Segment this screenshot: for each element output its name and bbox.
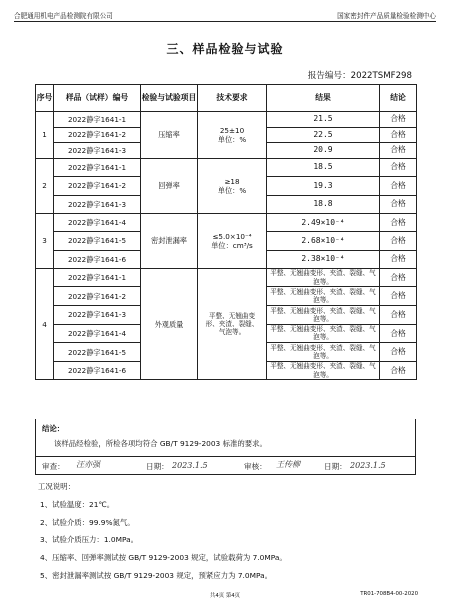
col-header-item: 检验与试验项目 — [141, 85, 198, 112]
header-right: 国家密封件产品质量检验检测中心 — [337, 12, 436, 20]
conclusion: 合格 — [380, 250, 417, 268]
sample-id: 2022静字1641-3 — [54, 195, 141, 214]
checker-label: 审核： — [244, 462, 267, 471]
result: 18.8 — [267, 195, 380, 214]
reviewer-date: 2023.1.5 — [172, 461, 208, 470]
requirement-value: ≤5.0×10⁻⁴ — [212, 231, 252, 241]
sample-id: 2022静字1641-3 — [54, 306, 141, 325]
result: 平整、无翘曲变形、夹渣、裂缝、气泡等。 — [267, 343, 380, 362]
conclusion: 合格 — [380, 343, 417, 362]
result: 22.5 — [267, 127, 380, 143]
requirement — [198, 214, 267, 269]
section-title: 三、样品检验与试验 — [166, 42, 284, 56]
result: 18.5 — [267, 158, 380, 177]
sample-id: 2022静字1641-2 — [54, 127, 141, 143]
result: 19.3 — [267, 177, 380, 196]
table-row — [36, 268, 417, 287]
group-no: 3 — [36, 214, 54, 269]
page-header — [14, 6, 436, 22]
page-number: 共4页 第4页 — [209, 593, 241, 599]
conclusion: 合格 — [380, 143, 417, 159]
requirement — [198, 112, 267, 159]
signature-row — [35, 457, 416, 475]
requirement-value: 25±10 — [219, 125, 245, 135]
reviewer-signature: 汪亦强 — [76, 460, 100, 469]
sample-id: 2022静字1641-6 — [54, 250, 141, 268]
note-item: 2、试验介质：99.9%氮气。 — [40, 517, 135, 527]
conclusion-text: 该样品经检验，所检各项均符合 GB/T 9129-2003 标准的要求。 — [54, 439, 267, 448]
note-item: 1、试验温度：21℃。 — [40, 499, 115, 509]
form-code: TR01-708B4-00-2020 — [360, 591, 418, 597]
conclusion-label: 结论： — [42, 424, 65, 433]
result: 平整、无翘曲变形、夹渣、裂缝、气泡等。 — [267, 306, 380, 325]
conditions-notes — [38, 478, 287, 585]
note-item: 3、试验介质压力：1.0MPa。 — [40, 535, 139, 545]
note-item: 5、密封泄漏率测试按 GB/T 9129-2003 规定，预紧应力为 7.0MPa。 — [40, 570, 273, 580]
requirement-unit: 单位：% — [217, 185, 247, 195]
checker-date: 2023.1.5 — [350, 461, 386, 470]
sample-id: 2022静字1641-5 — [54, 343, 141, 362]
table-row — [36, 214, 417, 232]
sample-id: 2022静字1641-5 — [54, 232, 141, 250]
col-header-sample: 样品（试样）编号 — [54, 85, 141, 112]
table-row — [36, 158, 417, 177]
sample-id: 2022静字1641-1 — [54, 112, 141, 128]
test-item: 回弹率 — [141, 158, 198, 214]
conclusion: 合格 — [380, 232, 417, 250]
result: 2.38×10⁻⁴ — [267, 250, 380, 268]
report-number: 报告编号：2022TSMF298 — [307, 71, 412, 81]
notes-title: 工况说明： — [38, 482, 75, 491]
conclusion: 合格 — [380, 306, 417, 325]
sample-id: 2022静字1641-6 — [54, 361, 141, 380]
col-header-conclusion: 结论 — [380, 85, 417, 112]
result: 21.5 — [267, 112, 380, 128]
conclusion-box — [35, 419, 416, 457]
note-item: 4、压缩率、回弹率测试按 GB/T 9129-2003 规定，试验载荷为 7.0MPa。 — [40, 553, 287, 563]
sample-id: 2022静字1641-1 — [54, 158, 141, 177]
table-header-row — [36, 85, 417, 112]
group-no: 4 — [36, 268, 54, 380]
conclusion: 合格 — [380, 158, 417, 177]
header-left: 合肥通用机电产品检测院有限公司 — [14, 12, 113, 20]
result: 平整、无翘曲变形、夹渣、裂缝、气泡等。 — [267, 361, 380, 380]
test-item: 压缩率 — [141, 112, 198, 159]
table-row — [36, 112, 417, 128]
sample-id: 2022静字1641-2 — [54, 177, 141, 196]
test-item: 外观质量 — [141, 268, 198, 380]
sample-id: 2022静字1641-4 — [54, 214, 141, 232]
sample-id: 2022静字1641-4 — [54, 324, 141, 343]
conclusion: 合格 — [380, 177, 417, 196]
conclusion: 合格 — [380, 268, 417, 287]
requirement — [198, 158, 267, 214]
reviewer-date-label: 日期： — [146, 462, 169, 471]
conclusion: 合格 — [380, 324, 417, 343]
sample-id: 2022静字1641-1 — [54, 268, 141, 287]
conclusion: 合格 — [380, 287, 417, 306]
conclusion: 合格 — [380, 361, 417, 380]
requirement-value: 平整、无翘曲变形、夹渣、裂缝、气泡等。 — [205, 311, 259, 337]
conclusion: 合格 — [380, 195, 417, 214]
conclusion: 合格 — [380, 127, 417, 143]
checker-signature: 王传柳 — [276, 460, 300, 469]
checker-date-label: 日期： — [324, 462, 347, 471]
conclusion: 合格 — [380, 112, 417, 128]
requirement — [198, 268, 267, 380]
reviewer-label: 审查： — [42, 462, 65, 471]
result: 平整、无翘曲变形、夹渣、裂缝、气泡等。 — [267, 268, 380, 287]
result: 平整、无翘曲变形、夹渣、裂缝、气泡等。 — [267, 324, 380, 343]
col-header-requirement: 技术要求 — [198, 85, 267, 112]
requirement-unit: 单位：cm³/s — [211, 240, 253, 250]
result: 2.49×10⁻⁴ — [267, 214, 380, 232]
group-no: 1 — [36, 112, 54, 159]
group-no: 2 — [36, 158, 54, 214]
conclusion: 合格 — [380, 214, 417, 232]
test-item: 密封泄漏率 — [141, 214, 198, 269]
col-header-no: 序号 — [36, 85, 54, 112]
result: 2.68×10⁻⁴ — [267, 232, 380, 250]
result: 20.9 — [267, 143, 380, 159]
result: 平整、无翘曲变形、夹渣、裂缝、气泡等。 — [267, 287, 380, 306]
sample-id: 2022静字1641-2 — [54, 287, 141, 306]
requirement-value: ≥18 — [224, 176, 240, 186]
sample-id: 2022静字1641-3 — [54, 143, 141, 159]
requirement-unit: 单位：% — [217, 134, 247, 144]
col-header-result: 结果 — [267, 85, 380, 112]
results-table — [35, 84, 417, 380]
